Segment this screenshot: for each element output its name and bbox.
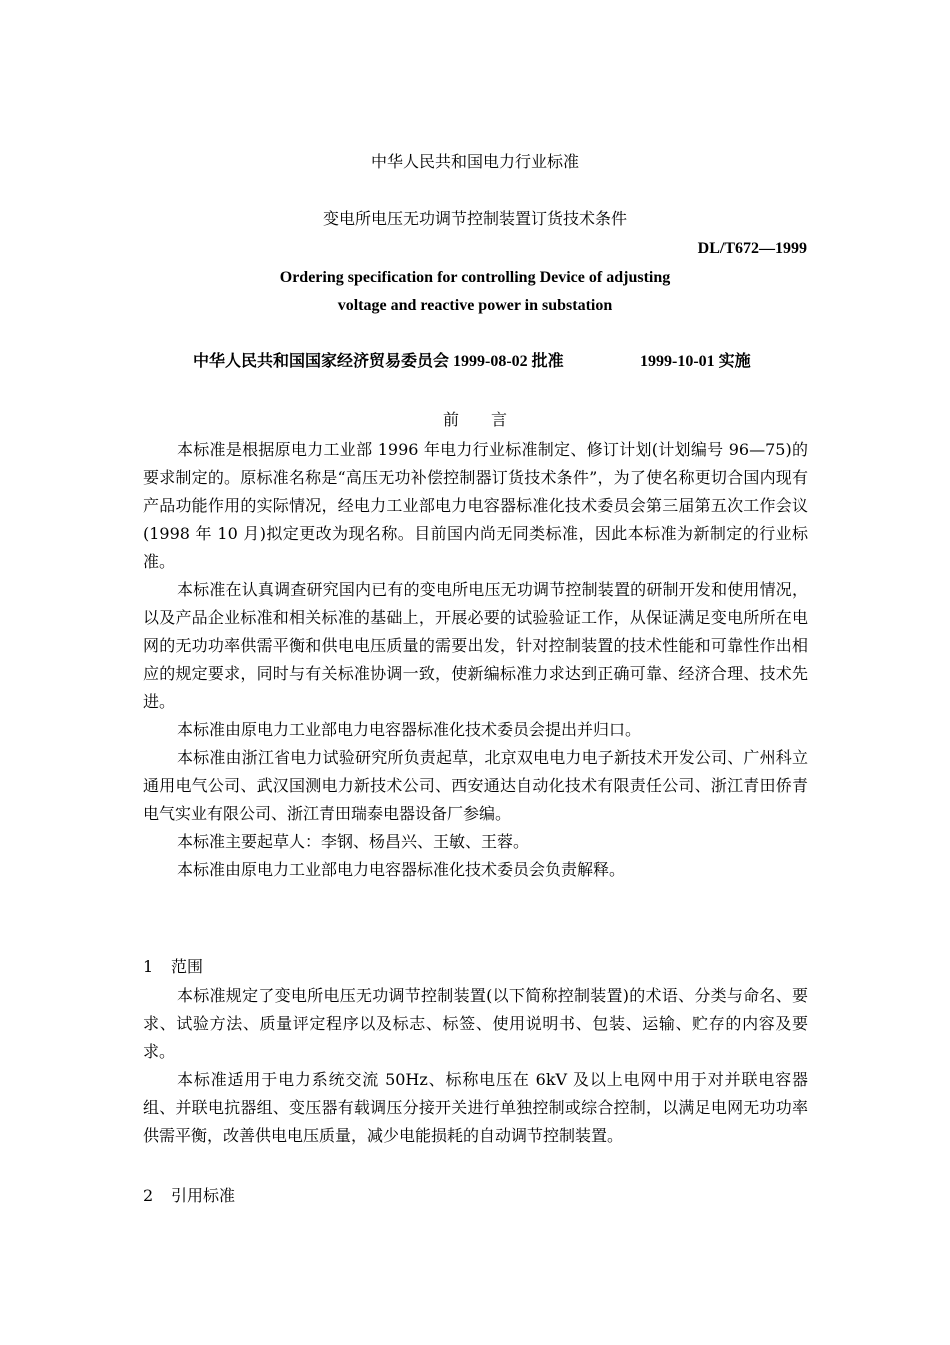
approval-line: 中华人民共和国国家经济贸易委员会 1999-08-02 批准: [193, 353, 564, 370]
foreword-paragraph: 本标准主要起草人：李钢、杨昌兴、王敏、王蓉。: [177, 832, 530, 851]
standard-title-en-line2: voltage and reactive power in substation: [337, 297, 613, 314]
foreword-paragraph: 本标准由浙江省电力试验研究所负责起草，北京双电电力电子新技术开发公司、广州科立通用电气公司、武汉国测电力新技术公司、西安通达自动化技术有限责任公司、浙江青田侨青电气实业有限公司、浙江青田瑞泰电器设备厂参编。: [143, 748, 808, 823]
foreword-paragraph: 本标准由原电力工业部电力电容器标准化技术委员会提出并归口。: [177, 720, 642, 739]
foreword-paragraph: 本标准在认真调查研究国内已有的变电所电压无功调节控制装置的研制开发和使用情况，以及产品企业标准和相关标准的基础上，开展必要的试验验证工作，从保证满足变电所所在电网的无功功率供需平衡和供电电压质量的需要出发，针对控制装置的技术性能和可靠性作出相应的规定要求，同时与有关标准协调一致，使新编标准力求达到正确可靠、经济合理、技术先进。: [143, 580, 808, 711]
section-paragraph: 本标准适用于电力系统交流 50Hz、标称电压在 6kV 及以上电网中用于对并联电容器组、并联电抗器组、变压器有载调压分接开关进行单独控制或综合控制，以满足电网无功功率供需平衡，改善供电电压质量，减少电能损耗的自动调节控制装置。: [143, 1070, 808, 1145]
section-paragraph: 本标准规定了变电所电压无功调节控制装置(以下简称控制装置)的术语、分类与命名、要求、试验方法、质量评定程序以及标志、标签、使用说明书、包装、运输、贮存的内容及要求。: [143, 986, 808, 1061]
section-number: 2: [143, 1186, 154, 1205]
foreword-paragraph: 本标准是根据原电力工业部 1996 年电力行业标准制定、修订计划(计划编号 96—75)的要求制定的。原标准名称是“高压无功补偿控制器订货技术条件”，为了使名称更切合国内现有产品功能作用的实际情况，经电力工业部电力电容器标准化技术委员会第三届第五次工作会议(1998 年 10 月)拟定更改为现名称。目前国内尚无同类标准，因此本标准为新制定的行业标准。: [143, 440, 808, 571]
standard-code: DL/T672—1999: [697, 240, 807, 257]
section-number: 1: [143, 957, 154, 976]
section-1-body: [143, 982, 808, 1150]
implementation-date: 1999-10-01 实施: [640, 353, 751, 370]
section-title: 范围: [171, 957, 204, 976]
section-1-heading: [143, 957, 203, 977]
section-title: 引用标准: [171, 1186, 236, 1205]
section-2-heading: [143, 1186, 235, 1206]
foreword-body: [143, 436, 808, 884]
industry-standard-title: 中华人民共和国电力行业标准: [370, 152, 579, 171]
foreword-title: 前 言: [442, 410, 507, 429]
foreword-paragraph: 本标准由原电力工业部电力电容器标准化技术委员会负责解释。: [177, 860, 626, 879]
standard-title-en-line1: Ordering specification for controlling Device of adjusting: [279, 269, 671, 286]
standard-title-cn: 变电所电压无功调节控制装置订货技术条件: [322, 209, 627, 228]
